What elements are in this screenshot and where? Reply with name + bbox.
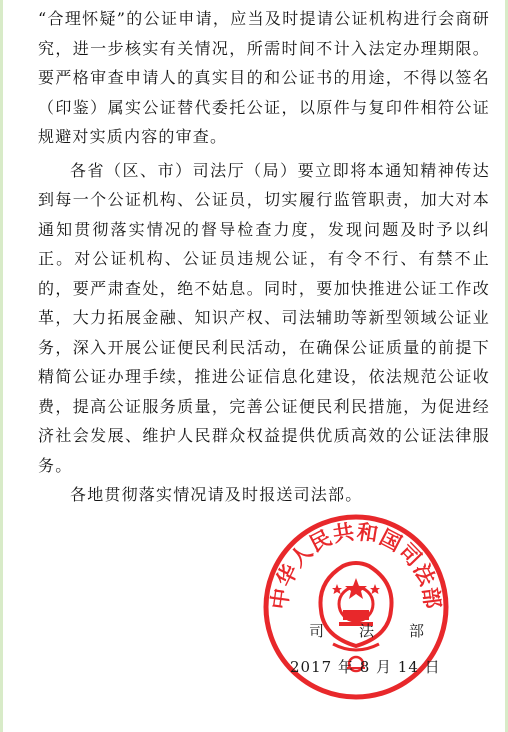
svg-text:中华人民共和国司法部 (267, 520, 444, 611)
paragraph-review: “合理怀疑”的公证申请，应当及时提请公证机构进行会商研究，进一步核实有关情况，所需时间不计入法定办理期限。要严格审查申请人的真实目的和公证书的用途，不得以签名（印鉴）属实公证替代委托公证，以原件与复印件相符公证规避对实质内容的审查。 (38, 9, 490, 146)
paragraph-supervision: 各省（区、市）司法厅（局）要立即将本通知精神传达到每一个公证机构、公证员，切实履行监管职责，加大对本通知贯彻落实情况的督导检查力度，发现问题及时予以纠正。对公证机构、公证员违规公证，有令不行、有禁不止的，要严肃查处，绝不姑息。同时，要加快推进公证工作改革，大力拓展金融、知识产权、司法辅助等新型领域公证业务，深入开展公证便民利民活动，在确保公证质量的前提下精简公证办理手续，推进公证信息化建设，依法规范公证收费，提高公证服务质量，完善公证便民利民措施，为促进经济社会发展、维护人民群众权益提供优质高效的公证法律服务。 (38, 160, 490, 475)
document-body (38, 4, 490, 510)
seal-text: 中华人民共和国司法部 (267, 519, 445, 611)
issue-date: 2017 年 8 月 14 日 (290, 658, 441, 676)
paragraph-report: 各地贯彻落实情况请及时报送司法部。 (70, 485, 363, 504)
issuer-signature: 司 法 部 (309, 622, 435, 640)
national-emblem-icon (320, 563, 391, 671)
